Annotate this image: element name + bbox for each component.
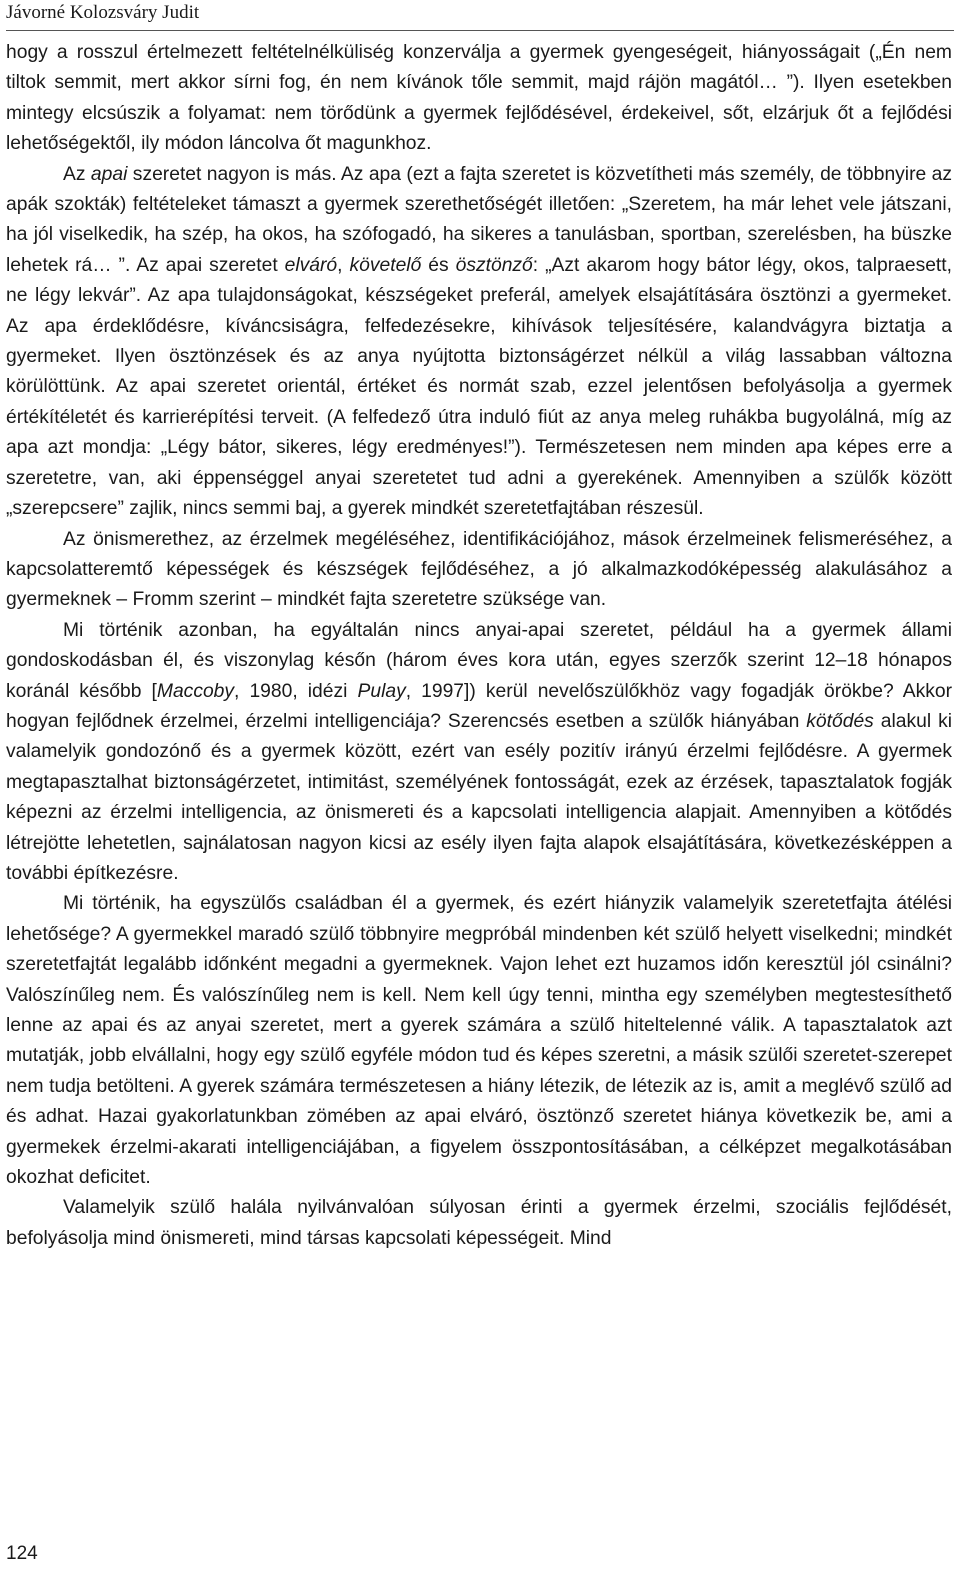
text-run: Az [63, 163, 91, 185]
text-run: alakul ki valamelyik gondozónő és a gyermek között, ezért van esély pozitív irányú érzelmi fejlődésre. A gyermek megtapasztalhat biztonságérzetet, intimitást, személyének fontosságát, ezek az érzések, tapasztalatok fogják képezni az érzelmi intelligencia, az önismereti és a kapcsolati intelligencia alapjait. Amennyiben a kötődés létrejötte lehetetlen, sajnálatosan nagyon kicsi az esély ilyen fajta alapok elsajátítására, következésképpen a további építkezésre. [6, 710, 952, 884]
italic-term: ösztönző [455, 254, 533, 276]
text-run: , 1980, idézi [234, 680, 358, 702]
text-run: Mi történik, ha egyszülős családban él a gyermek, és ezért hiányzik valamelyik szeretetfajta átélési lehetősége? A gyermekkel maradó szülő többnyire megpróbál mindenben két szülő helyett viselkedni; mindkét szeretetfajtát legalább időnként megadni a gyermeknek. Vajon lehet ezt huzamos időn keresztül jól csinálni? Valószínűleg nem. És valószínűleg nem is kell. Nem kell úgy tenni, mintha egy személyben megtestesíthető lenne az apai és az anyai szeretet, mert a gyerek számára a szülő hiteltelenné válik. A tapasztalatok azt mutatják, jobb elvállalni, hogy egy szülő egyféle módon tud és képes szeretni, a másik szülői szeretet-szerepet nem tudja betölteni. A gyerek számára természetesen a hiány létezik, de létezik az is, amit a meglévő szülő ad és adhat. Hazai gyakorlatunkban zömében az apai elváró, ösztönző szeretet hiánya következik be, ami a gyermekek érzelmi-akarati intelligenciájában, a figyelem összpontosításában, a célképzet megalkotásában okozhat deficitet. [6, 893, 952, 1189]
italic-term: kötődés [806, 710, 874, 732]
text-run: , 1997]) kerül nevelőszülőkhöz vagy fogadják örökbe? Akkor hogyan fejlődnek érzelmei, érzelmi intelligenciája? Szerencsés esetben a szülők hiányában [6, 680, 953, 732]
body-text [6, 38, 952, 1254]
text-run: , [337, 254, 350, 276]
text-run: Az önismerethez, az érzelmek megéléséhez, identifikációjához, mások érzelmeinek felismeréséhez, a kapcsolatteremtő képességek és készségek fejlődéséhez, a jó alkalmazkodóképesség alakulásához a gyermeknek – Fromm szerint – mindkét fajta szeretetre szüksége van. [6, 528, 952, 611]
text-run: Valamelyik szülő halála nyilvánvalóan súlyosan érinti a gyermek érzelmi, szociális fejlődését, befolyásolja mind önismereti, mind társas kapcsolati képességeit. Mind [6, 1197, 952, 1249]
text-run: szeretet nagyon is más. Az apa (ezt a fajta szeretet is közvetítheti más személy, de többnyire az apák szokták) feltételeket támaszt a gyermek szerethetőségét illetően: „Szeretem, ha már lehet vele játszani, ha jól viselkedik, ha szép, ha okos, ha szófogadó, ha sikeres a tanulásban, sportban, szerelésben, ha büszke lehetek rá… ”. Az apai szeretet [6, 163, 953, 276]
paragraph [6, 889, 952, 1193]
italic-term: Maccoby [156, 680, 235, 702]
paragraph [6, 1193, 952, 1254]
italic-term: elváró [284, 254, 338, 276]
italic-term: követelő [349, 254, 422, 276]
page-number: 124 [6, 1543, 38, 1564]
running-header-author: Jávorné Kolozsváry Judit [6, 2, 200, 23]
paragraph [6, 616, 952, 890]
text-run: : „Azt akarom hogy bátor légy, okos, talpraesett, ne légy lekvár”. Az apa tulajdonságokat, készségeket preferál, amelyek elsajátítására ösztönzi a gyermeket. Az apa érdeklődésre, kíváncsiságra, felfedezésekre, kihívások teljesítésére, kalandvágyra biztatja a gyermeket. Ilyen ösztönzések és az anya nyújtotta biztonságérzet nélkül a világ lassabban változna körülöttünk. Az apai szeretet orientál, értéket és normát szab, ezzel jelentősen befolyásolja a gyermek értékítéletét és karrierépítési terveit. (A felfedező útra induló fiút az anya meleg ruhákba bugyolálná, míg az apa azt mondja: „Légy bátor, sikeres, légy eredményes!”). Természetesen nem minden apa képes erre a szeretetre, van, aki éppenséggel anyai szeretetet tud adni a gyerekének. Amennyiben a szülők között „szerepcsere” zajlik, nincs semmi baj, a gyerek mindkét szeretetfajtában részesül. [6, 254, 952, 520]
paragraph [6, 160, 952, 525]
italic-term: Pulay [357, 680, 406, 702]
text-run: Mi történik azonban, ha egyáltalán nincs anyai-apai szeretet, például ha a gyermek állami gondoskodásban él, és viszonylag későn (három éves kora után, egyes szerzők szerint 12–18 hónapos koránál később [ [6, 619, 952, 702]
text-run: hogy a rosszul értelmezett feltételnélküliség konzerválja a gyermek gyengeségeit, hiányosságait („Én nem tiltok semmit, mert akkor sírni fog, én nem kívánok tőle semmit, majd rájön magától… ”). Ilyen esetekben mintegy elcsúszik a folyamat: nem törődünk a gyermek fejlődésével, érdekeivel, sőt, elzárjuk őt a fejlődési lehetőségektől, ily módon láncolva őt magunkhoz. [6, 42, 952, 155]
italic-term: apai [90, 163, 128, 185]
header-divider [6, 30, 954, 31]
text-run: és [421, 254, 456, 276]
paragraph [6, 525, 952, 616]
paragraph [6, 38, 952, 160]
